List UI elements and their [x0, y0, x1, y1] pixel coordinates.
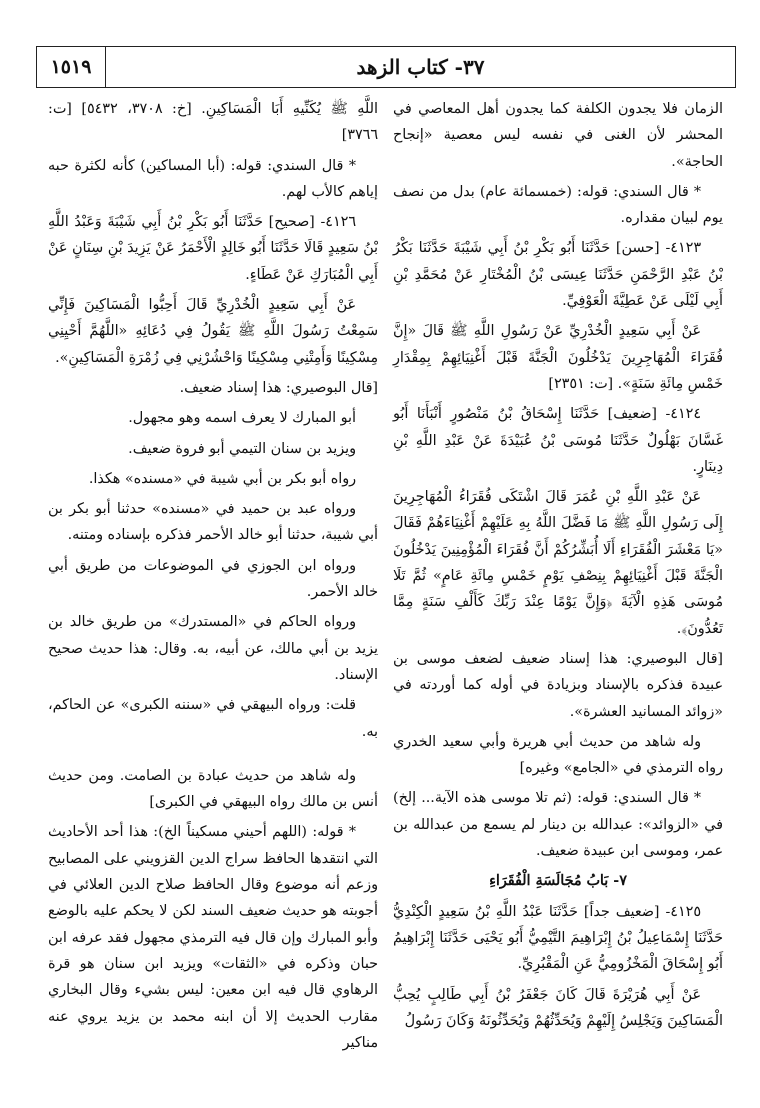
page-header — [36, 46, 736, 88]
hadith-4123-isnad: ٤١٢٣- [حسن] حَدَّثَنَا أَبُو بَكْرِ بْنُ أَبِي شَيْبَةَ حَدَّثَنَا بَكْرُ بْنُ عَبْدِ الرَّحْمَنِ حَدَّثَنَا عِيسَى بْنُ الْمُخْتَارِ عَنْ مُحَمَّدِ بْنِ أَبِي لَيْلَى عَنْ عَطِيَّةَ الْعَوْفِيِّ. — [393, 240, 723, 310]
hadith-4123-matn: عَنْ أَبِي سَعِيدٍ الْخُدْرِيِّ عَنْ رَسُولِ اللَّهِ ﷺ قَالَ «إِنَّ فُقَرَاءَ الْمُهَاجِرِينَ يَدْخُلُونَ الْجَنَّةَ قَبْلَ أَغْنِيَائِهِمْ بِمِقْدَارِ خَمْسِ مِائَةِ سَنَةٍ». [ت: ٢٣٥١] — [393, 323, 723, 392]
takhrij-note-4: ورواه الحاكم في «المستدرك» من طريق خالد بن يزيد بن أبي مالك، عن أبيه، به. وقال: هذا حديث صحيح الإسناد. — [48, 614, 378, 683]
shahid-note-2: وله شاهد من حديث عبادة بن الصامت. ومن حديث أنس بن مالك رواه البيهقي في الكبرى] — [48, 767, 378, 811]
shahid-note: وله شاهد من حديث أبي هريرة وأبي سعيد الخدري رواه الترمذي في «الجامع» وغيره] — [393, 733, 723, 777]
narrator-note-2: ويزيد بن سنان التيمي أبو فروة ضعيف. — [128, 440, 356, 457]
hadith-4125-matn: عَنْ أَبِي هُرَيْرَةَ قَالَ كَانَ جَعْفَرُ بْنُ أَبِي طَالِبٍ يُحِبُّ الْمَسَاكِينَ وَيَجْلِسُ إِلَيْهِمْ وَيُحَدِّثُهُمْ وَيُحَدِّثُونَهُ وَكَانَ رَسُولُ — [393, 986, 723, 1029]
hadith-4124-isnad: ٤١٢٤- [ضعيف] حَدَّثَنَا إِسْحَاقُ بْنُ مَنْصُورٍ أَنْبَأَنَا أَبُو غَسَّانَ بَهْلُولٌ حَدَّثَنَا مُوسَى بْنُ عُبَيْدَةَ عَنْ عَبْدِ اللَّهِ بْنِ دِينَارٍ. — [393, 406, 723, 475]
page-number: ١٥١٩ — [37, 47, 106, 87]
takhrij-note-3: ورواه ابن الجوزي في الموضوعات من طريق أبي خالد الأحمر. — [48, 557, 378, 601]
narrator-note-1: أبو المبارك لا يعرف اسمه وهو مجهول. — [128, 410, 356, 427]
hadith-4125-isnad: ٤١٢٥- [ضعيف جداً] حَدَّثَنَا عَبْدُ اللَّهِ بْنُ سَعِيدٍ الْكِنْدِيُّ حَدَّثَنَا إِسْمَاعِيلُ بْنُ إِبْرَاهِيمَ التَّيْمِيُّ أَبُو يَحْيَى حَدَّثَنَا إِبْرَاهِيمُ أَبُو إِسْحَاقَ الْمَخْزُومِيُّ عَنِ الْمَقْبُرِيِّ. — [393, 903, 723, 973]
hadith-4124-matn: عَنْ عَبْدِ اللَّهِ بْنِ عُمَرَ قَالَ اشْتَكَى فُقَرَاءُ الْمُهَاجِرِينَ إِلَى رَسُولِ اللَّهِ ﷺ مَا فَضَّلَ اللَّهُ بِهِ عَلَيْهِمْ أَغْنِيَاءَهُمْ فَقَالَ «يَا مَعْشَرَ الْفُقَرَاءِ أَلَا أُبَشِّرُكُمْ أَنَّ فُقَرَاءَ الْمُؤْمِنِينَ يَدْخُلُونَ الْجَنَّةَ قَبْلَ أَغْنِيَائِهِمْ بِنِصْفِ يَوْمٍ خَمْسِ مِائَةِ عَامٍ» ثُمَّ تَلَا مُوسَى هَذِهِ الْآيَةَ ﴿وَإِنَّ يَوْمًا عِنْدَ رَبِّكَ كَأَلْفِ سَنَةٍ مِمَّا تَعُدُّونَ﴾. — [393, 489, 723, 637]
busiri-note: [قال البوصيري: هذا إسناد ضعيف لضعف موسى بن عبيدة فذكره بالإسناد وبزيادة في أوله كما أوردته في «زوائد المسانيد العشرة». — [393, 650, 723, 720]
sindi-note: * قال السندي: قوله: (خمسمائة عام) بدل من نصف يوم لبيان مقداره. — [393, 183, 723, 227]
hadith-4126-matn: عَنْ أَبِي سَعِيدٍ الْخُدْرِيِّ قَالَ أَحِبُّوا الْمَسَاكِينَ فَإِنِّي سَمِعْتُ رَسُولَ اللَّهِ ﷺ يَقُولُ فِي دُعَائِهِ «اللَّهُمَّ أَحْيِنِي مِسْكِينًا وَأَمِتْنِي مِسْكِينًا وَاحْشُرْنِي فِي زُمْرَةِ الْمَسَاكِينِ». — [48, 297, 378, 366]
commentary-continuation: الزمان فلا يجدون الكلفة كما يجدون أهل المعاصي في المحشر لأن الغنى في نفسه ليس معصية «إنجاح الحاجة». — [393, 101, 723, 170]
left-column — [48, 96, 378, 1060]
takhrij-note-2: ورواه عبد بن حميد في «مسنده» حدثنا أبو بكر بن أبي شيبة، حدثنا أبو خالد الأحمر فذكره بإسناده ومتنه. — [48, 501, 378, 544]
sindi-note-3: * قال السندي: قوله: (أبا المساكين) كأنه لكثرة حبه إياهم كالأب لهم. — [48, 157, 378, 200]
spacer — [48, 749, 378, 763]
right-column — [393, 96, 723, 1038]
takhrij-note-5: قلت: ورواه البيهقي في «سننه الكبرى» عن الحاكم، به. — [48, 697, 378, 740]
chapter-heading: ٧- بَابُ مُجَالَسَةِ الْفُقَرَاءِ — [489, 873, 627, 890]
sindi-note-4: * قوله: (اللهم أحيني مسكيناً الخ): هذا أحد الأحاديث التي انتقدها الحافظ سراج الدين القزويني على المصابيح وزعم أنه موضوع وقال الحافظ صلاح الدين العلائي في أجوبته هو حديث ضعيف السند لكن لا يحكم عليه بالوضع وأبو المبارك وإن قال فيه الترمذي مجهول فقد عرفه ابن حبان وذكره في «الثقات» ويزيد ابن سنان هو قرة الرهاوي قال فيه ابن معين: ليس بشيء وقال البخاري مقارب الحديث إلا أن ابنه محمد بن يزيد يروي عنه مناكير — [48, 824, 378, 1051]
hadith-4126-isnad: ٤١٢٦- [صحيح] حَدَّثَنَا أَبُو بَكْرِ بْنُ أَبِي شَيْبَةَ وَعَبْدُ اللَّهِ بْنُ سَعِيدٍ قَالَا حَدَّثَنَا أَبُو خَالِدٍ الْأَحْمَرُ عَنْ يَزِيدَ بْنِ سِنَانٍ عَنْ أَبِي الْمُبَارَكِ عَنْ عَطَاءٍ. — [48, 214, 378, 283]
chapter-title: ٣٧- كتاب الزهد — [356, 55, 485, 79]
hadith-4125-continuation: اللَّهِ ﷺ يُكَنِّيهِ أَبَا الْمَسَاكِينِ. [خ: ٣٧٠٨، ٥٤٣٢] [ت: ٣٧٦٦] — [48, 101, 378, 144]
busiri-note-2: [قال البوصيري: هذا إسناد ضعيف. — [179, 379, 378, 396]
sindi-note-2: * قال السندي: قوله: (ثم تلا موسى هذه الآية... إلخ) في «الزوائد»: عبدالله بن دينار لم يسمع من عبدالله بن عمر، وموسى ابن عبيدة ضعيف. — [393, 790, 723, 860]
takhrij-note-1: رواه أبو بكر بن أبي شيبة في «مسنده» هكذا. — [88, 470, 356, 487]
